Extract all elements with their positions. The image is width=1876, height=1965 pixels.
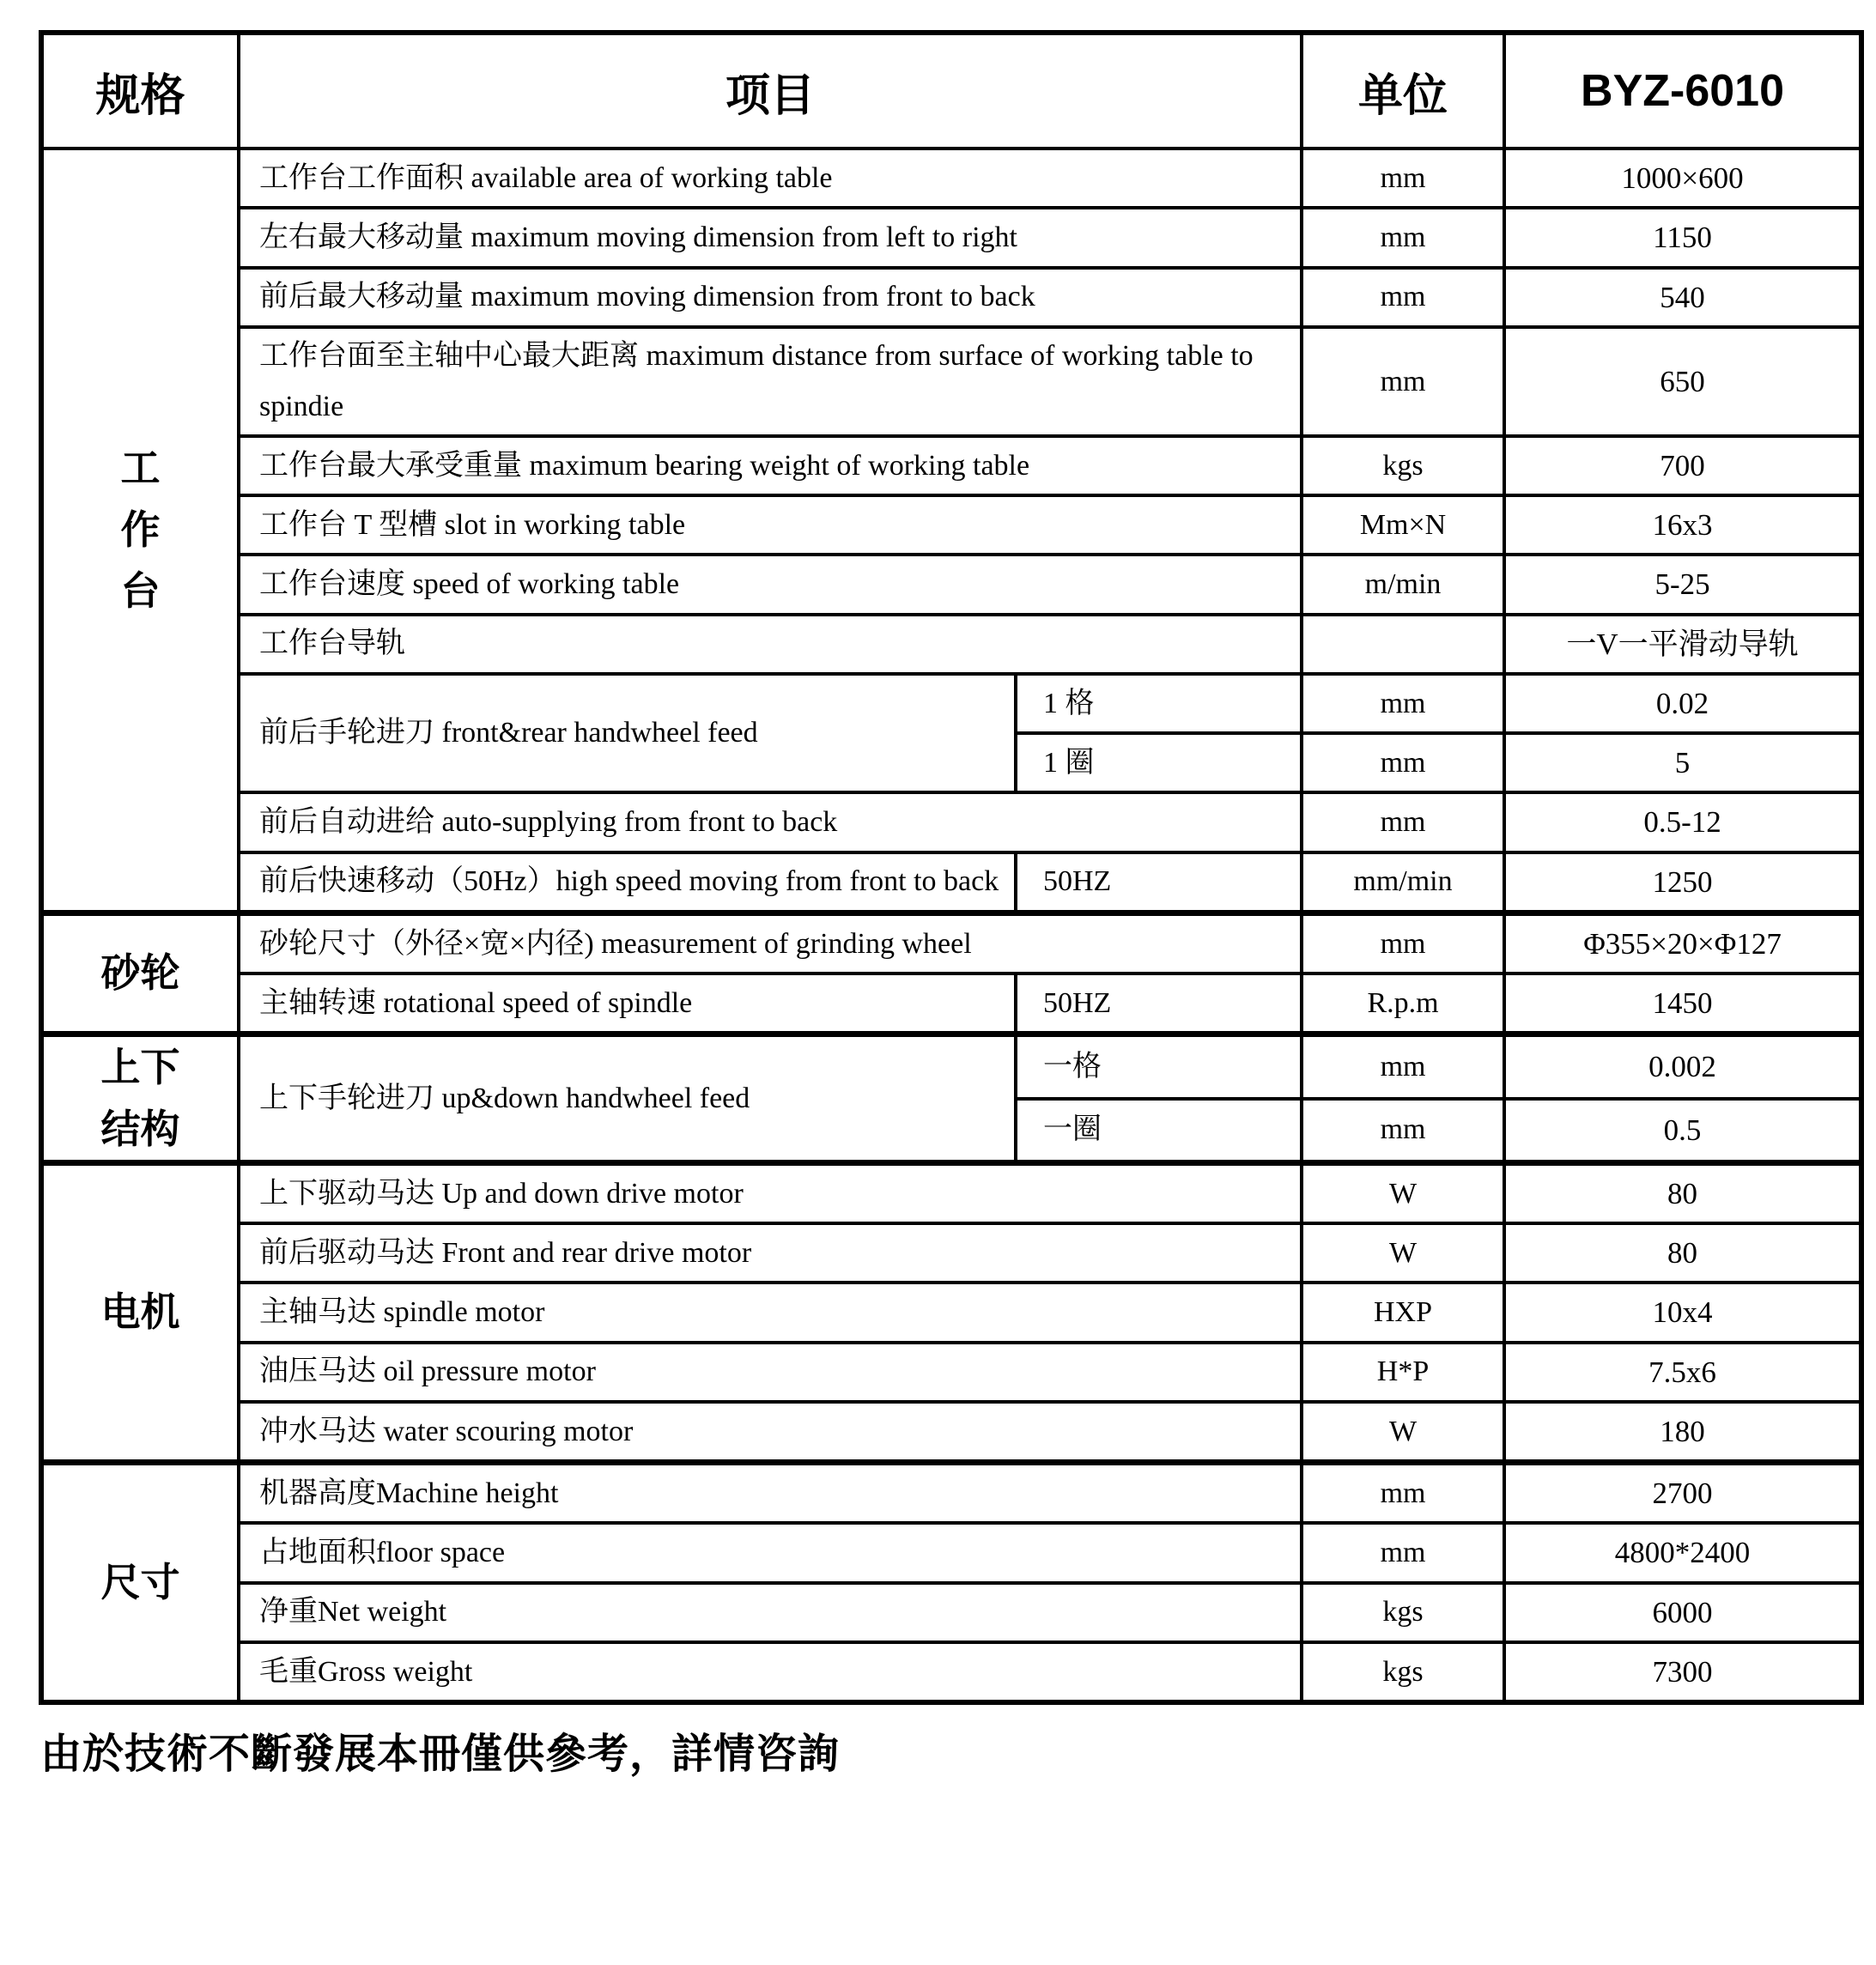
- group-label-size-text: 尺寸: [100, 1559, 180, 1604]
- value-cell: 0.5-12: [1504, 792, 1861, 852]
- unit-cell: mm: [1302, 149, 1504, 208]
- unit-cell: W: [1302, 1402, 1504, 1463]
- item-cell: 工作台导轨: [239, 615, 1302, 674]
- value-cell: 1250: [1504, 852, 1861, 913]
- table-row: [41, 1034, 1861, 1099]
- item-cell: 上下手轮进刀 up&down handwheel feed: [239, 1034, 1016, 1163]
- group-label-motor-text: 电机: [100, 1289, 180, 1335]
- table-row: [41, 973, 1861, 1034]
- table-row: [41, 1642, 1861, 1702]
- value-cell: 1450: [1504, 973, 1861, 1034]
- group-label-worktable-text: 工作台: [120, 446, 161, 614]
- item-cell: 占地面积floor space: [239, 1523, 1302, 1582]
- item-cell: 前后快速移动（50Hz）high speed moving from front to back: [239, 852, 1016, 913]
- table-header-row: [41, 33, 1861, 149]
- item-cell: 前后驱动马达 Front and rear drive motor: [239, 1223, 1302, 1283]
- group-label-wheel: [41, 913, 239, 1034]
- item-cell: 前后最大移动量 maximum moving dimension from front to back: [239, 268, 1302, 327]
- table-row: [41, 1343, 1861, 1402]
- header-model: BYZ-6010: [1504, 33, 1861, 149]
- footer-note: 由於技術不斷發展本冊僅供參考，詳情咨詢: [40, 1732, 841, 1778]
- unit-cell: kgs: [1302, 1583, 1504, 1642]
- value-cell: 2700: [1504, 1463, 1861, 1524]
- unit-cell: W: [1302, 1162, 1504, 1223]
- item-cell: 工作台工作面积 available area of working table: [239, 149, 1302, 208]
- unit-cell: mm: [1302, 1099, 1504, 1163]
- value-cell: 540: [1504, 268, 1861, 327]
- value-cell: 5-25: [1504, 555, 1861, 614]
- item-cell: 工作台 T 型槽 slot in working table: [239, 495, 1302, 555]
- unit-cell: [1302, 615, 1504, 674]
- item-cell: 左右最大移动量 maximum moving dimension from left to right: [239, 208, 1302, 267]
- value-cell: 700: [1504, 436, 1861, 495]
- sub-cell: 1 圈: [1016, 733, 1302, 792]
- unit-cell: mm: [1302, 674, 1504, 733]
- unit-cell: kgs: [1302, 1642, 1504, 1702]
- item-cell: 主轴转速 rotational speed of spindle: [239, 973, 1016, 1034]
- unit-cell: mm: [1302, 1463, 1504, 1524]
- table-row: [41, 674, 1861, 733]
- value-cell: 80: [1504, 1223, 1861, 1283]
- table-row: [41, 268, 1861, 327]
- unit-cell: R.p.m: [1302, 973, 1504, 1034]
- sub-cell: 50HZ: [1016, 852, 1302, 913]
- table-row: [41, 555, 1861, 614]
- spec-table: [39, 30, 1864, 1705]
- value-cell: 一V一平滑动导轨: [1504, 615, 1861, 674]
- table-row: [41, 1223, 1861, 1283]
- item-cell: 工作台速度 speed of working table: [239, 555, 1302, 614]
- unit-cell: mm: [1302, 327, 1504, 436]
- item-cell: 机器高度Machine height: [239, 1463, 1302, 1524]
- unit-cell: HXP: [1302, 1283, 1504, 1342]
- value-cell: 7.5x6: [1504, 1343, 1861, 1402]
- item-cell: 主轴马达 spindle motor: [239, 1283, 1302, 1342]
- item-cell: 前后自动进给 auto-supplying from front to back: [239, 792, 1302, 852]
- sub-cell: 1 格: [1016, 674, 1302, 733]
- value-cell: 1150: [1504, 208, 1861, 267]
- unit-cell: kgs: [1302, 436, 1504, 495]
- table-row: [41, 615, 1861, 674]
- unit-cell: mm: [1302, 1523, 1504, 1582]
- value-cell: Φ355×20×Φ127: [1504, 913, 1861, 973]
- table-row: [41, 327, 1861, 436]
- value-cell: 0.002: [1504, 1034, 1861, 1099]
- value-cell: 0.5: [1504, 1099, 1861, 1163]
- table-row: [41, 149, 1861, 208]
- value-cell: 80: [1504, 1162, 1861, 1223]
- item-cell: 油压马达 oil pressure motor: [239, 1343, 1302, 1402]
- group-label-wheel-text: 砂轮: [100, 950, 180, 996]
- header-unit: 单位: [1302, 33, 1504, 149]
- unit-cell: mm: [1302, 913, 1504, 973]
- table-row: [41, 792, 1861, 852]
- group-label-size: [41, 1463, 239, 1703]
- item-cell: 冲水马达 water scouring motor: [239, 1402, 1302, 1463]
- table-row: [41, 1583, 1861, 1642]
- unit-cell: mm: [1302, 268, 1504, 327]
- value-cell: 10x4: [1504, 1283, 1861, 1342]
- unit-cell: Mm×N: [1302, 495, 1504, 555]
- group-label-motor: [41, 1162, 239, 1462]
- unit-cell: mm: [1302, 1034, 1504, 1099]
- value-cell: 1000×600: [1504, 149, 1861, 208]
- value-cell: 0.02: [1504, 674, 1861, 733]
- group-label-updown-text: 上下结构: [100, 1045, 180, 1151]
- sub-cell: 一圈: [1016, 1099, 1302, 1163]
- value-cell: 4800*2400: [1504, 1523, 1861, 1582]
- item-cell: 毛重Gross weight: [239, 1642, 1302, 1702]
- item-cell: 前后手轮进刀 front&rear handwheel feed: [239, 674, 1016, 793]
- table-row: [41, 1463, 1861, 1524]
- value-cell: 16x3: [1504, 495, 1861, 555]
- unit-cell: mm: [1302, 208, 1504, 267]
- header-item: 项目: [239, 33, 1302, 149]
- table-row: [41, 1523, 1861, 1582]
- table-row: [41, 1283, 1861, 1342]
- value-cell: 5: [1504, 733, 1861, 792]
- item-cell: 净重Net weight: [239, 1583, 1302, 1642]
- group-label-updown: [41, 1034, 239, 1163]
- item-cell: 工作台面至主轴中心最大距离 maximum distance from surface of working table to spindie: [239, 327, 1302, 436]
- table-row: [41, 913, 1861, 973]
- table-row: [41, 495, 1861, 555]
- unit-cell: mm: [1302, 792, 1504, 852]
- item-cell: 上下驱动马达 Up and down drive motor: [239, 1162, 1302, 1223]
- group-label-worktable: [41, 149, 239, 913]
- unit-cell: m/min: [1302, 555, 1504, 614]
- value-cell: 650: [1504, 327, 1861, 436]
- item-cell: 砂轮尺寸（外径×宽×内径) measurement of grinding wheel: [239, 913, 1302, 973]
- unit-cell: H*P: [1302, 1343, 1504, 1402]
- table-row: [41, 208, 1861, 267]
- unit-cell: W: [1302, 1223, 1504, 1283]
- unit-cell: mm: [1302, 733, 1504, 792]
- value-cell: 7300: [1504, 1642, 1861, 1702]
- table-row: [41, 1402, 1861, 1463]
- value-cell: 180: [1504, 1402, 1861, 1463]
- table-row: [41, 1162, 1861, 1223]
- value-cell: 6000: [1504, 1583, 1861, 1642]
- sub-cell: 50HZ: [1016, 973, 1302, 1034]
- unit-cell: mm/min: [1302, 852, 1504, 913]
- table-row: [41, 852, 1861, 913]
- item-cell: 工作台最大承受重量 maximum bearing weight of working table: [239, 436, 1302, 495]
- table-row: [41, 436, 1861, 495]
- header-spec: 规格: [41, 33, 239, 149]
- sub-cell: 一格: [1016, 1034, 1302, 1099]
